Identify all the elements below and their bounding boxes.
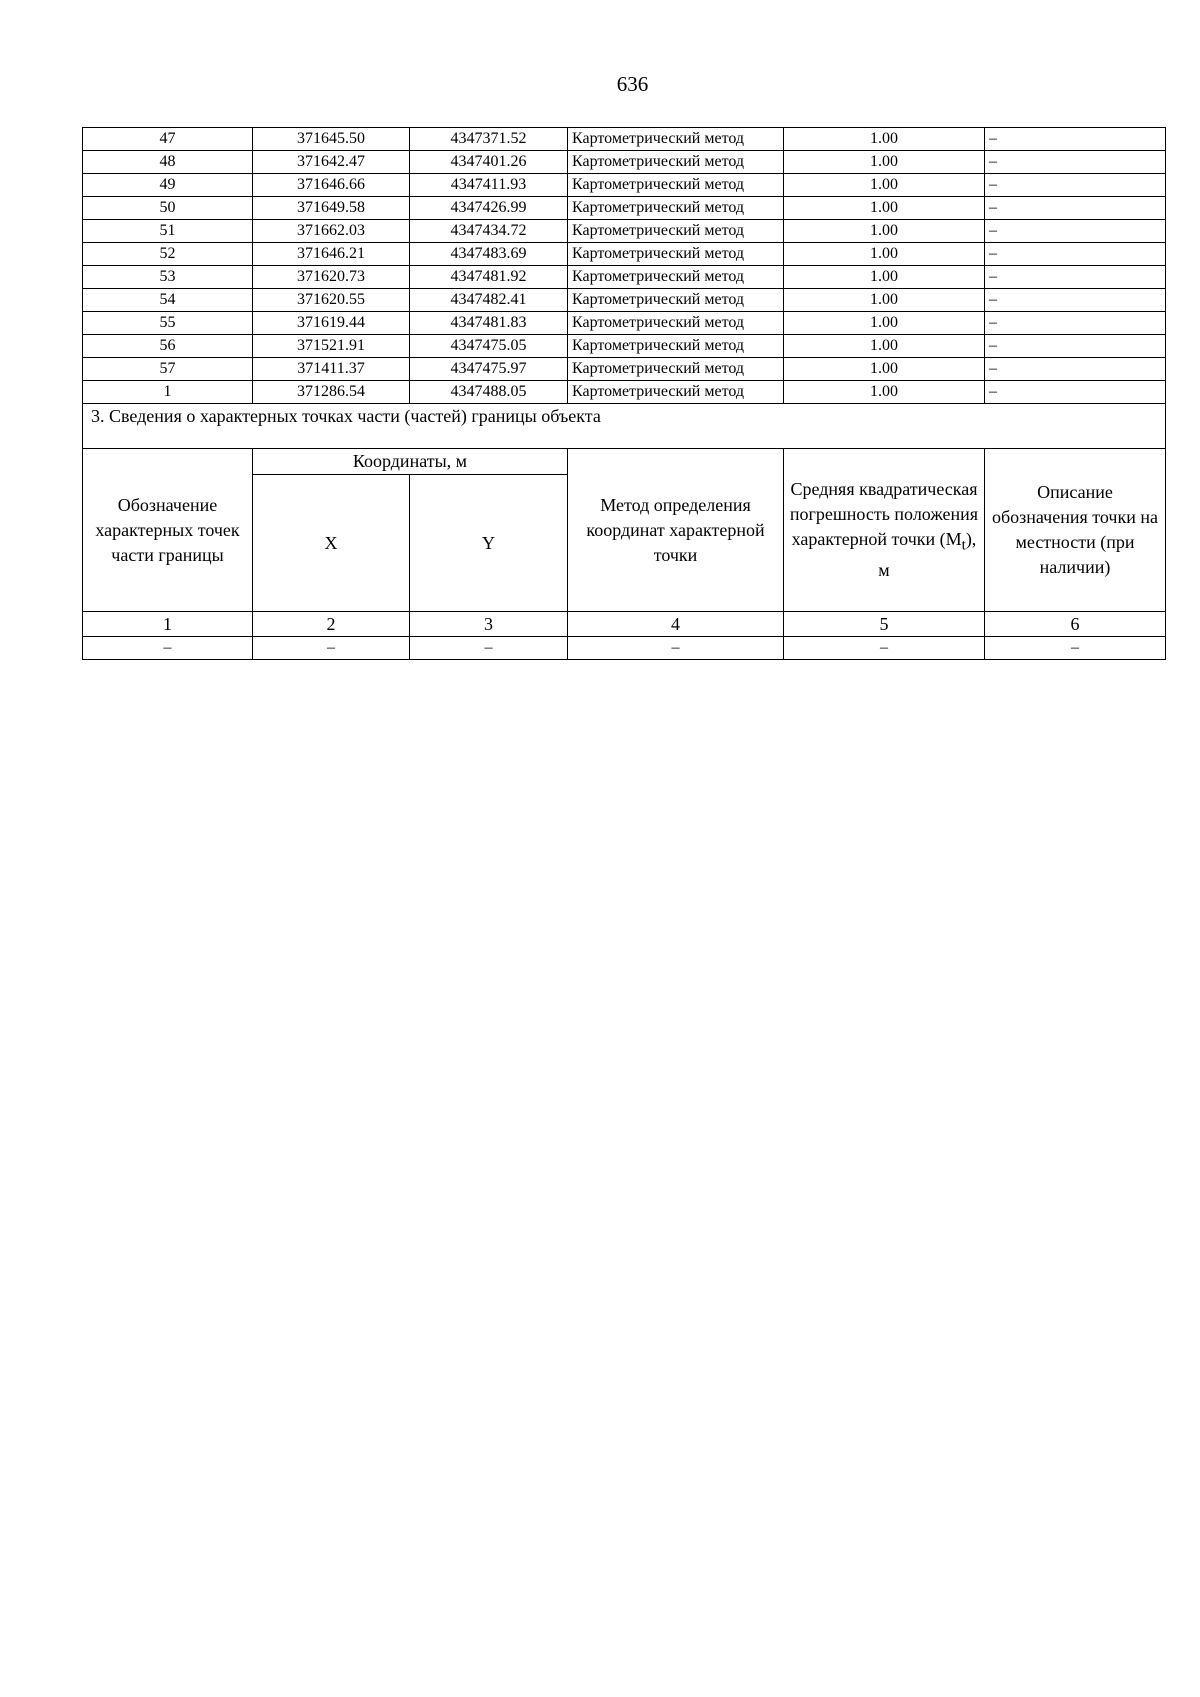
description-cell: – [985, 197, 1166, 220]
header-accuracy-subscript: t [961, 537, 966, 554]
point-number-cell: 49 [83, 174, 253, 197]
empty-cell: – [985, 637, 1166, 660]
table-row [83, 335, 1166, 358]
accuracy-cell: 1.00 [784, 197, 985, 220]
x-coordinate-cell: 371649.58 [253, 197, 410, 220]
description-cell: – [985, 174, 1166, 197]
accuracy-cell: 1.00 [784, 312, 985, 335]
description-cell: – [985, 381, 1166, 404]
x-coordinate-cell: 371662.03 [253, 220, 410, 243]
accuracy-cell: 1.00 [784, 335, 985, 358]
description-cell: – [985, 335, 1166, 358]
method-cell: Картометрический метод [568, 151, 784, 174]
accuracy-cell: 1.00 [784, 220, 985, 243]
accuracy-cell: 1.00 [784, 174, 985, 197]
accuracy-cell: 1.00 [784, 266, 985, 289]
point-number-cell: 57 [83, 358, 253, 381]
table-row [83, 289, 1166, 312]
point-number-cell: 1 [83, 381, 253, 404]
x-coordinate-cell: 371620.55 [253, 289, 410, 312]
header-description: Описание обозначения точки на местности (при наличии) [985, 449, 1166, 612]
method-cell: Картометрический метод [568, 266, 784, 289]
section3-title: 3. Сведения о характерных точках части (частей) границы объекта [83, 404, 1166, 449]
point-number-cell: 50 [83, 197, 253, 220]
y-coordinate-cell: 4347481.83 [410, 312, 568, 335]
header-x: X [253, 475, 410, 612]
table-row [83, 381, 1166, 404]
y-coordinate-cell: 4347401.26 [410, 151, 568, 174]
x-coordinate-cell: 371411.37 [253, 358, 410, 381]
header-designation: Обозначение характерных точек части границы [83, 449, 253, 612]
method-cell: Картометрический метод [568, 174, 784, 197]
y-coordinate-cell: 4347488.05 [410, 381, 568, 404]
description-cell: – [985, 312, 1166, 335]
section3-header-row-1 [83, 449, 1166, 475]
y-coordinate-cell: 4347481.92 [410, 266, 568, 289]
table-row [83, 312, 1166, 335]
header-accuracy-unit: ), м [878, 528, 977, 581]
section3-empty-row [83, 637, 1166, 660]
description-cell: – [985, 266, 1166, 289]
point-number-cell: 47 [83, 128, 253, 151]
point-number-cell: 52 [83, 243, 253, 266]
empty-cell: – [410, 637, 568, 660]
point-number-cell: 56 [83, 335, 253, 358]
accuracy-cell: 1.00 [784, 381, 985, 404]
x-coordinate-cell: 371521.91 [253, 335, 410, 358]
method-cell: Картометрический метод [568, 335, 784, 358]
column-numbers-row [83, 612, 1166, 637]
accuracy-cell: 1.00 [784, 243, 985, 266]
description-cell: – [985, 220, 1166, 243]
table-row [83, 151, 1166, 174]
accuracy-cell: 1.00 [784, 151, 985, 174]
column-number: 5 [784, 612, 985, 637]
method-cell: Картометрический метод [568, 243, 784, 266]
y-coordinate-cell: 4347434.72 [410, 220, 568, 243]
page-number: 636 [616, 72, 649, 96]
y-coordinate-cell: 4347371.52 [410, 128, 568, 151]
table-row [83, 128, 1166, 151]
accuracy-cell: 1.00 [784, 358, 985, 381]
accuracy-cell: 1.00 [784, 289, 985, 312]
method-cell: Картометрический метод [568, 128, 784, 151]
header-method: Метод определения координат характерной точки [568, 449, 784, 612]
points-table-body [83, 128, 1166, 404]
description-cell: – [985, 128, 1166, 151]
method-cell: Картометрический метод [568, 358, 784, 381]
section3-title-row [83, 404, 1166, 449]
table-row [83, 266, 1166, 289]
y-coordinate-cell: 4347475.97 [410, 358, 568, 381]
header-coordinates: Координаты, м [253, 449, 568, 475]
method-cell: Картометрический метод [568, 289, 784, 312]
point-number-cell: 55 [83, 312, 253, 335]
header-accuracy-text: Средняя квадратическая погрешность положения характерной точки (M [789, 478, 979, 549]
table-row [83, 220, 1166, 243]
table-row [83, 197, 1166, 220]
coordinates-table [82, 127, 1166, 660]
method-cell: Картометрический метод [568, 381, 784, 404]
empty-cell: – [784, 637, 985, 660]
x-coordinate-cell: 371286.54 [253, 381, 410, 404]
y-coordinate-cell: 4347482.41 [410, 289, 568, 312]
description-cell: – [985, 358, 1166, 381]
method-cell: Картометрический метод [568, 197, 784, 220]
description-cell: – [985, 151, 1166, 174]
empty-cell: – [253, 637, 410, 660]
empty-cell: – [83, 637, 253, 660]
point-number-cell: 53 [83, 266, 253, 289]
x-coordinate-cell: 371642.47 [253, 151, 410, 174]
table-row [83, 243, 1166, 266]
column-number: 2 [253, 612, 410, 637]
point-number-cell: 48 [83, 151, 253, 174]
y-coordinate-cell: 4347411.93 [410, 174, 568, 197]
y-coordinate-cell: 4347475.05 [410, 335, 568, 358]
point-number-cell: 51 [83, 220, 253, 243]
method-cell: Картометрический метод [568, 220, 784, 243]
x-coordinate-cell: 371646.66 [253, 174, 410, 197]
point-number-cell: 54 [83, 289, 253, 312]
x-coordinate-cell: 371619.44 [253, 312, 410, 335]
table-row [83, 358, 1166, 381]
description-cell: – [985, 289, 1166, 312]
table-row [83, 174, 1166, 197]
x-coordinate-cell: 371645.50 [253, 128, 410, 151]
column-number: 3 [410, 612, 568, 637]
header-y: Y [410, 475, 568, 612]
empty-cell: – [568, 637, 784, 660]
method-cell: Картометрический метод [568, 312, 784, 335]
x-coordinate-cell: 371646.21 [253, 243, 410, 266]
y-coordinate-cell: 4347483.69 [410, 243, 568, 266]
y-coordinate-cell: 4347426.99 [410, 197, 568, 220]
x-coordinate-cell: 371620.73 [253, 266, 410, 289]
column-number: 6 [985, 612, 1166, 637]
column-number: 4 [568, 612, 784, 637]
description-cell: – [985, 243, 1166, 266]
column-number: 1 [83, 612, 253, 637]
accuracy-cell: 1.00 [784, 128, 985, 151]
header-accuracy [784, 449, 985, 612]
